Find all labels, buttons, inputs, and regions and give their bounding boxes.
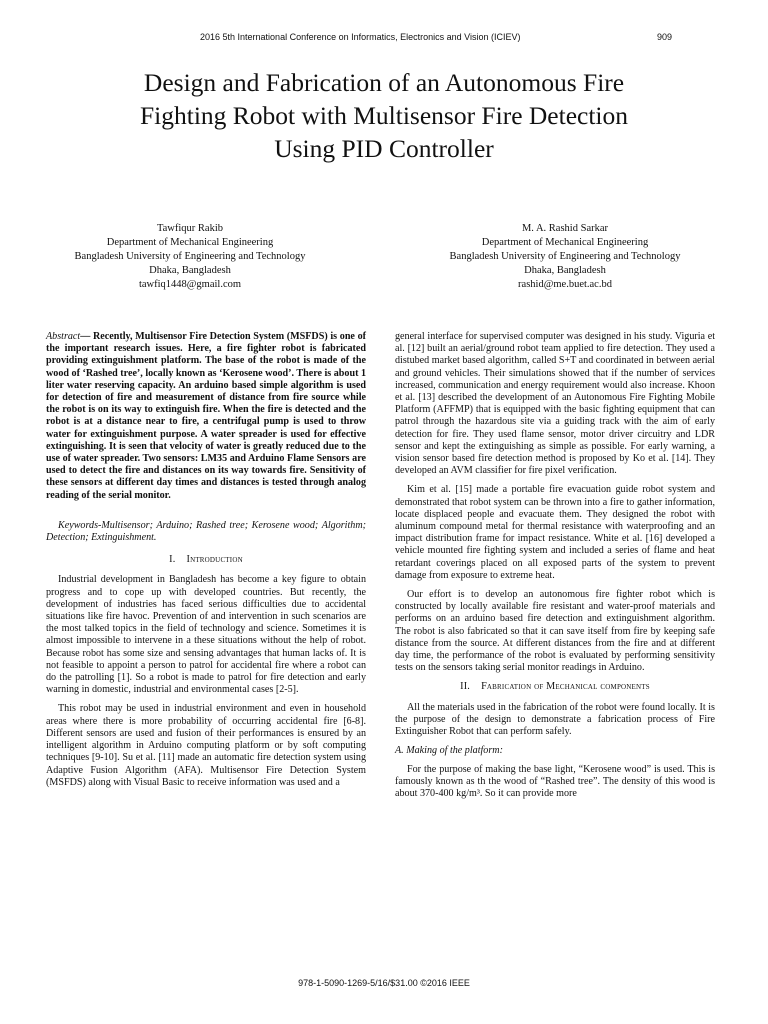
left-column (46, 331, 366, 796)
body-paragraph: Our effort is to develop an autonomous fire fighter robot which is constructed by locally available fire resistant and water-proof materials and performs on an arduino based fire detection and extinguishment algorithm. The robot is also fabricated so that it can save itself from fire by keeping safe distance from the source. At different distances from the fire and at different day time, the performance of the robot is evaluated by performing sensitivity tests on the sensors taking serial monitor readings in Arduino. (395, 589, 715, 674)
page-number: 909 (657, 32, 673, 42)
body-paragraph: general interface for supervised computer was designed in his study. Viguria et al. [12] built an aerial/ground robot team applied to fire detection. They used a distubed market based algorithm, called S+T and coordinated in between aerial and ground vehicles. Their simulations showed that if the number of services increased, communication and energy requirement would also increase. Khoon et al. [13] described the development of an Autonomous Fire Fighting Mobile Platform (AFFMP) that is equipped with the basic fighting equipment that can patrol through the hazardous site via a guiding track with the aim of early detection for fire. They used flame sensor, motor driver circuitry and LDR sensor and kept the extinguishing as simple as possible. For early warning, a vision sensor based fire detection method is proposed by Ko et al. [14]. They developed an AVM classifier for fire pixel verification. (395, 331, 715, 477)
author-email[interactable]: tawfiq1448@gmail.com (138, 279, 242, 290)
body-paragraph: Kim et al. [15] made a portable fire evacuation guide robot system and demonstrated that robot system can be thrown into a fire to gather information, locate displaced people and evacuate them. They designed the robot with aluminum compound metal for thermal resistance with waterproofing and an impact distribution frame for impact resistance. White et al. [16] developed a vehicle mounted fire fighting system and included a series of flame and heat retardant coverings placed on all exposed parts of the system to prevent damage from exposure to extreme heat. (395, 484, 715, 581)
author-email[interactable]: rashid@me.buet.ac.bd (518, 279, 612, 290)
abstract-label: Abstract (46, 331, 81, 342)
section-number: I. (169, 554, 176, 566)
author-university: Bangladesh University of Engineering and Technology (449, 251, 681, 262)
author-city: Dhaka, Bangladesh (149, 265, 231, 276)
body-paragraph: All the materials used in the fabrication of the robot were found locally. It is the purpose of the design to demonstrate a fabrication process of Fire Extinguisher Robot that can perform safely. (395, 701, 715, 738)
author-department: Department of Mechanical Engineering (106, 237, 274, 248)
title-line: Fighting Robot with Multisensor Fire Detection (139, 101, 629, 130)
paper-title (40, 66, 728, 165)
author-name: Tawfiqur Rakib (156, 223, 224, 234)
title-line: Using PID Controller (274, 134, 494, 163)
right-column (395, 331, 715, 807)
subsection-heading: A. Making of the platform: (395, 745, 503, 757)
conference-name: 2016 5th International Conference on Informatics, Electronics and Vision (ICIEV) (200, 32, 521, 42)
section-title: Fabrication of Mechanical components (481, 681, 650, 693)
author-department: Department of Mechanical Engineering (481, 237, 649, 248)
intro-paragraph: This robot may be used in industrial environment and even in household areas where there is more probability of occurring accidental fire [6-8]. Different sensors are used and fusion of their performances is ensured by an intelligent algorithm in Arduino computing platform or by soft computing techniques [9-10]. Su et al. [11] made an automatic fire detection system using Adaptive Fusion Algorithm (AFA). Multisensor Fire Detection System (MSFDS) along with Visual Basic to receive information was used and a (46, 703, 366, 788)
section-heading-fabrication (395, 681, 715, 693)
body-paragraph: For the purpose of making the base light, “Kerosene wood” is used. This is famously known as th the wood of “Rashed tree”. The density of this wood is about 370-400 kg/m³. So it can provide more (395, 763, 715, 799)
intro-paragraph: Industrial development in Bangladesh has become a key figure to obtain progress and to cope up with developed countries. But recently, the development of industries has faced serious difficulties due to accidental situations like fire havoc. Prevention of and intervention in such scenarios are the most talked topics in the field of technology and science. Sometimes it is almost impossible to intervene in a these situations without the help of robot. Because robot has some size and sensing advantages that human lacks of. It is not feasible to appoint a person to patrol for accidental fire where a robot can do the patrolling [1]. So a robot is made to patrol for fire detection and early warning in domestic, industrial and environmental cases [2-5]. (46, 574, 366, 696)
author-name: M. A. Rashid Sarkar (521, 223, 609, 234)
section-heading-introduction (46, 554, 366, 566)
section-number: II. (460, 681, 471, 693)
author-university: Bangladesh University of Engineering and Technology (74, 251, 306, 262)
section-title: Introduction (186, 554, 243, 566)
title-line: Design and Fabrication of an Autonomous Fire (143, 68, 625, 97)
abstract (46, 331, 366, 502)
author-city: Dhaka, Bangladesh (524, 265, 606, 276)
author-block-1 (30, 222, 350, 292)
author-block-2 (405, 222, 725, 292)
keywords: Keywords-Multisensor; Arduino; Rashed tree; Kerosene wood; Algorithm; Detection; Extinguishment. (46, 519, 366, 544)
abstract-text: — Recently, Multisensor Fire Detection System (MSFDS) is one of the important research issues. Here, a fire fighter robot is fabricated providing extinguishment platform. The base of the robot is made of the wood of ‘Rashed tree’, locally known as ‘Kerosene wood’. There is about 1 liter water reserving capacity. An arduino based simple algorithm is used for detection of fire and measurement of distance from fire source while the robot is on its way to extinguish fire. When the fire is detected and the robot is at a distance near to fire, a centrifugal pump is used to throw water for extinguishment purpose. A water spreader is used for effective extinguishing. It is seen that velocity of water is greatly reduced due to the use of water spreader. Two sensors: LM35 and Arduino Flame Sensors are used to detect the fire and distances on its way towards fire. Sensitivity of these sensors at different day times and distances is tested through analog reading of the serial monitor. (46, 331, 367, 501)
copyright-footer: 978-1-5090-1269-5/16/$31.00 ©2016 IEEE (298, 978, 470, 988)
